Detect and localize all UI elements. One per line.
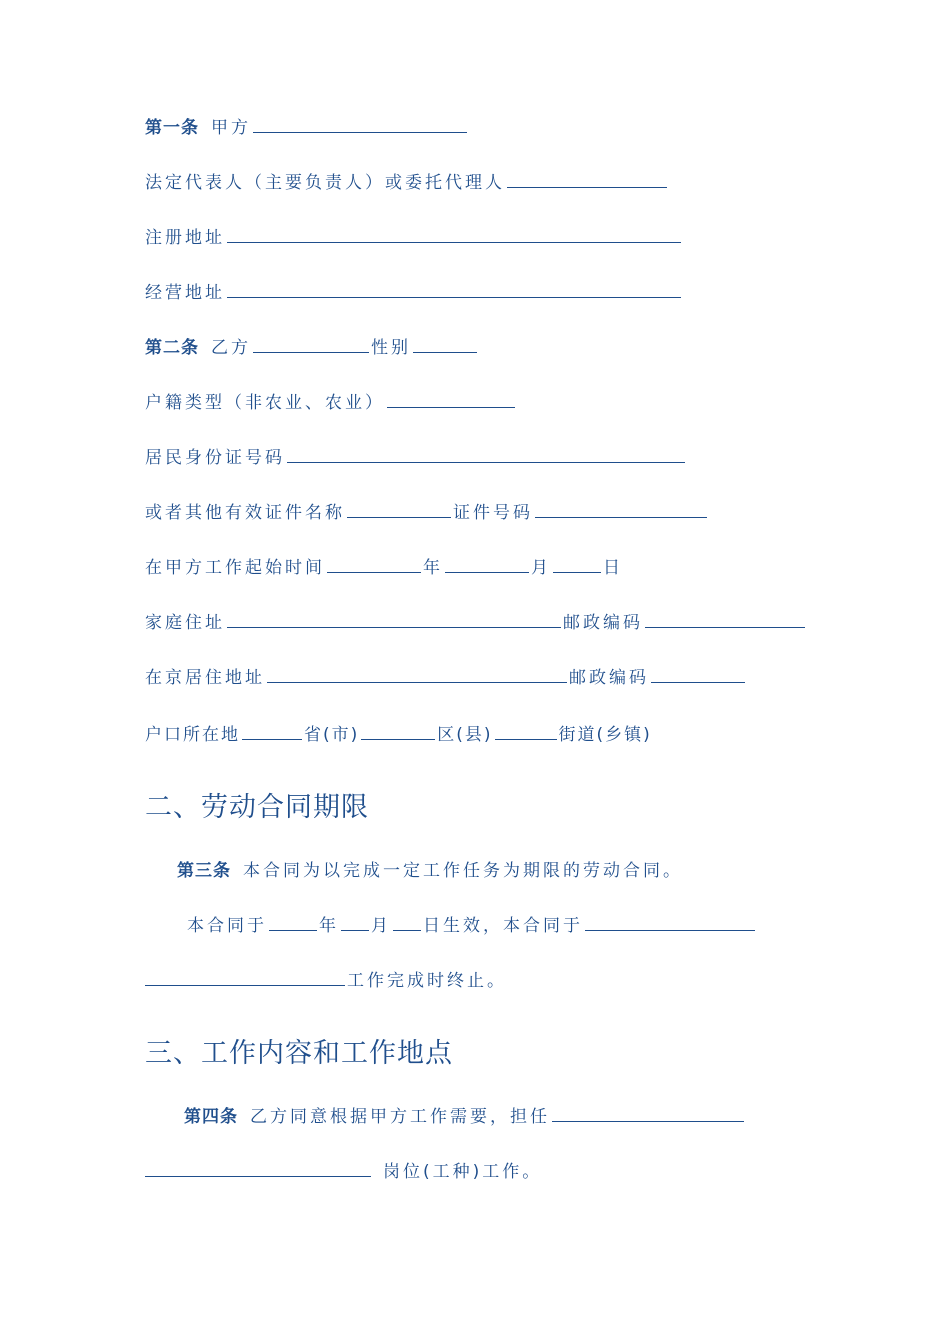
article-4-text: 乙方同意根据甲方工作需要，担任 — [250, 1107, 550, 1127]
district-blank[interactable] — [361, 723, 435, 740]
id-number-line — [145, 446, 687, 470]
province-blank[interactable] — [242, 723, 302, 740]
effective-year-blank[interactable] — [269, 914, 317, 931]
gender-blank[interactable] — [413, 336, 477, 353]
effective-day-blank[interactable] — [393, 914, 421, 931]
hukou-type-line — [145, 391, 517, 415]
end-condition-blank-1[interactable] — [585, 914, 755, 931]
street-label: 街道(乡镇) — [558, 725, 652, 745]
beijing-address-line — [145, 666, 747, 690]
article-1-label: 第一条 — [145, 118, 199, 138]
representative-label: 法定代表人（主要负责人）或委托代理人 — [145, 173, 505, 193]
position-blank-2[interactable] — [145, 1160, 371, 1177]
position-line — [145, 1160, 542, 1184]
home-zip-blank[interactable] — [645, 611, 805, 628]
section-3-heading: 三、工作内容和工作地点 — [145, 1038, 453, 1069]
province-label: 省(市) — [304, 725, 360, 745]
beijing-zip-label: 邮政编码 — [569, 668, 649, 688]
beijing-zip-blank[interactable] — [651, 666, 745, 683]
effective-month-label: 月 — [371, 916, 391, 936]
registered-address-line — [145, 226, 683, 250]
article-4-label: 第四条 — [184, 1107, 238, 1127]
party-b-label: 乙方 — [211, 338, 251, 358]
month-label: 月 — [531, 558, 551, 578]
article-3-label: 第三条 — [177, 861, 231, 881]
article-3-text: 本合同为以完成一定工作任务为期限的劳动合同。 — [243, 861, 683, 881]
article-2-label: 第二条 — [145, 338, 199, 358]
registered-address-label: 注册地址 — [145, 228, 225, 248]
other-id-number-blank[interactable] — [535, 501, 707, 518]
beijing-address-blank[interactable] — [267, 666, 567, 683]
article-1-line — [145, 116, 469, 140]
home-zip-label: 邮政编码 — [563, 613, 643, 633]
home-address-blank[interactable] — [227, 611, 561, 628]
article-4-line — [184, 1105, 746, 1129]
effective-month-blank[interactable] — [341, 914, 369, 931]
end-condition-blank-2[interactable] — [145, 969, 345, 986]
start-date-label: 在甲方工作起始时间 — [145, 558, 325, 578]
hukou-location-label: 户口所在地 — [145, 725, 240, 745]
home-address-line — [145, 611, 807, 635]
effective-year-label: 年 — [319, 916, 339, 936]
hukou-type-blank[interactable] — [387, 391, 515, 408]
business-address-line — [145, 281, 683, 305]
start-month-blank[interactable] — [445, 556, 529, 573]
day-label: 日 — [603, 558, 623, 578]
id-number-label: 居民身份证号码 — [145, 448, 285, 468]
effective-label: 本合同于 — [187, 916, 267, 936]
start-date-line — [145, 556, 623, 580]
representative-blank[interactable] — [507, 171, 667, 188]
position-text: 岗位(工种)工作。 — [383, 1162, 543, 1182]
effective-day-label: 日生效，本合同于 — [423, 916, 583, 936]
beijing-address-label: 在京居住地址 — [145, 668, 265, 688]
gender-label: 性别 — [371, 338, 411, 358]
article-2-line — [145, 336, 479, 360]
effective-date-line — [187, 914, 757, 938]
home-address-label: 家庭住址 — [145, 613, 225, 633]
start-year-blank[interactable] — [327, 556, 421, 573]
section-2-heading: 二、劳动合同期限 — [145, 792, 369, 823]
other-id-line — [145, 501, 709, 525]
district-label: 区(县) — [437, 725, 493, 745]
other-id-number-label: 证件号码 — [453, 503, 533, 523]
representative-line — [145, 171, 669, 195]
hukou-type-label: 户籍类型（非农业、农业） — [145, 393, 385, 413]
business-address-blank[interactable] — [227, 281, 681, 298]
year-label: 年 — [423, 558, 443, 578]
registered-address-blank[interactable] — [227, 226, 681, 243]
termination-line — [145, 969, 507, 993]
other-id-name-blank[interactable] — [347, 501, 451, 518]
street-blank[interactable] — [495, 723, 557, 740]
party-a-label: 甲方 — [211, 118, 251, 138]
position-blank-1[interactable] — [552, 1105, 744, 1122]
party-b-blank[interactable] — [253, 336, 369, 353]
id-number-blank[interactable] — [287, 446, 685, 463]
hukou-location-line — [145, 723, 652, 747]
termination-text: 工作完成时终止。 — [347, 971, 507, 991]
other-id-name-label: 或者其他有效证件名称 — [145, 503, 345, 523]
party-a-blank[interactable] — [253, 116, 467, 133]
start-day-blank[interactable] — [553, 556, 601, 573]
article-3-line — [177, 859, 683, 883]
business-address-label: 经营地址 — [145, 283, 225, 303]
